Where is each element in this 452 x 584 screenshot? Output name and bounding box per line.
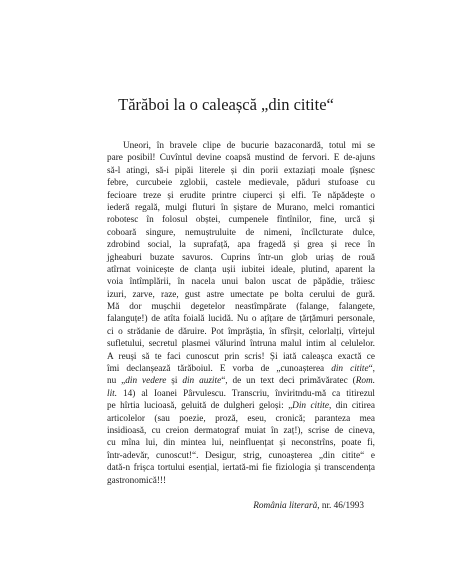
text-line (107, 165, 375, 177)
italic-phrase: Rom. (355, 376, 376, 387)
text-run: Mă dor mușchii degetelor neastîmpărate (falange, falangete, (107, 302, 375, 313)
text-run: nu „ (107, 376, 126, 387)
text-line (107, 264, 375, 276)
text-run: într-adevăr, cunoscut!“. Desigur, strig, cunoașterea „din citite“ e (107, 450, 375, 461)
text-run: coboară singure, nemuștruluite de nimeni, încîlcturate dulce, (107, 227, 375, 238)
italic-phrase: din auzite (182, 376, 222, 387)
essay-title: Tărăboi la o caleașcă „din citite“ (118, 95, 334, 114)
text-run: insidioasă, cu creion dermatograf muiat în zaț!), scrise de cineva, (107, 425, 375, 436)
text-line (107, 375, 375, 387)
text-run: falanguțe!) de atîta foială lucidă. Nu o ațîțare de țărțămuri personale, (107, 314, 375, 325)
text-line (107, 140, 375, 152)
text-line (107, 202, 375, 214)
text-run: ci o strădanie de dăruire. Pot împrăștia, în sfîrșit, celorlalți, vîrtejul (107, 326, 375, 337)
text-run: să-l atingi, să-i pipăi literele și din porii extaziați moale țîșnesc (107, 165, 375, 176)
text-line (107, 190, 375, 202)
source-citation (253, 500, 364, 512)
text-line (107, 152, 375, 164)
italic-phrase: din vedere (125, 376, 167, 387)
text-line (107, 363, 375, 375)
text-run: pare posibil! Cuvîntul devine coapsă mustind de fervori. E de-ajuns (107, 153, 375, 164)
text-run: și (166, 376, 183, 387)
text-line (107, 301, 375, 313)
publication-name: România literară (253, 501, 318, 511)
text-run: , din citirea (328, 401, 375, 412)
text-run: zdrobind social, la suprafață, apa fragedă și grea și rece în (107, 240, 375, 251)
text-line (107, 214, 375, 226)
text-line (107, 252, 375, 264)
text-run: fecioare treze și erudite printre ciuperci și elfi. Te năpădește o (107, 190, 375, 201)
text-run: îmi declanșează tărăboiul. E vorba de „cunoașterea (107, 364, 332, 375)
text-line (107, 413, 375, 425)
issue-number: , nr. 46/1993 (317, 501, 364, 511)
italic-phrase: Din citite (292, 401, 329, 412)
text-line (107, 177, 375, 189)
text-line (107, 400, 375, 412)
text-run: “, (368, 364, 375, 375)
text-run: gastronomică!!! (107, 475, 167, 486)
text-line (107, 425, 375, 437)
text-run: pe hîrtia lucioasă, geluită de dulgheri geloși: „ (107, 401, 293, 412)
text-run: jgheaburi buzate savuros. Cuprins într-un glob uriaș de rouă (107, 252, 375, 263)
text-line (107, 227, 375, 239)
text-run: dată-n frișca tortului esențial, iertată-mi fie fiziologia și transcendența (107, 463, 375, 474)
text-line (107, 289, 375, 301)
text-line (107, 326, 375, 338)
text-line (107, 462, 375, 474)
text-line (107, 351, 375, 363)
text-line (107, 475, 375, 487)
text-run: articolelor (sau poezie, proză, eseu, cronică; paranteza mea (107, 413, 375, 424)
text-line (107, 388, 375, 400)
text-line (107, 239, 375, 251)
text-run: A reuși să te faci cunoscut prin scris! Și iată caleașca exactă ce (107, 351, 375, 362)
text-line (107, 450, 375, 462)
text-run: robotesc în folosul obștei, cumpenele fîntînilor, fine, urcă și (107, 215, 375, 226)
text-run: 14) al Ioanei Pârvulescu. Transcriu, înviritndu-mă ca titirezul (117, 388, 375, 399)
italic-phrase: din citite (331, 364, 369, 375)
text-run: cu mîna lui, din mintea lui, neinfluențat și neconstrîns, poate fi, (107, 438, 375, 449)
italic-phrase: lit. (107, 388, 118, 399)
essay-body (107, 140, 375, 487)
text-run: “, de un text deci primăvăratec ( (221, 376, 356, 387)
text-run: izuri, zarve, raze, gust astre umectate pe bolta cerului de gură. (107, 289, 375, 300)
text-run: Uneori, în bravele clipe de bucurie bazaconardă, totul mi se (123, 141, 375, 151)
text-line (107, 437, 375, 449)
text-run: iederă regală, mulgi fluturi în șiștare de Murano, melci romantici (107, 202, 375, 213)
text-line (107, 276, 375, 288)
text-line (107, 313, 375, 325)
text-run: atîrnat voinicește de clanța ușii iubitei ideale, plutind, aparent la (107, 264, 375, 275)
text-run: voia întîmplării, în nacela unui balon uscat de păpădie, trăiesc (107, 277, 375, 288)
text-line (107, 338, 375, 350)
text-run: sufletului, secretul plasmei vălurind întruna malul intim al celulelor. (107, 339, 375, 350)
text-run: febre, curcubeie zglobii, castele medievale, păduri stufoase cu (107, 178, 375, 189)
